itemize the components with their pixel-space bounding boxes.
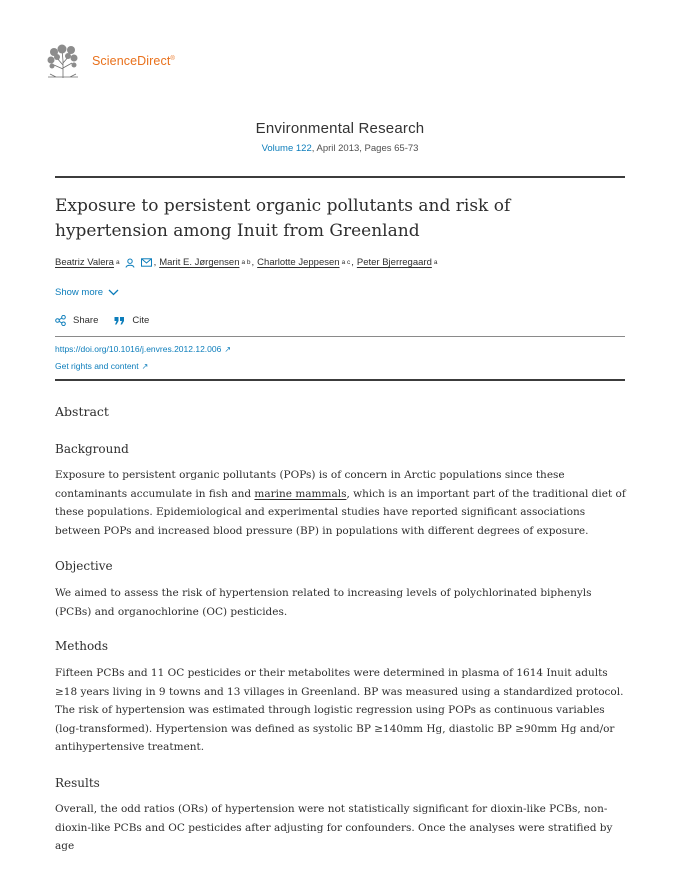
abstract-heading: Abstract	[55, 404, 109, 419]
abstract-divider	[55, 379, 625, 381]
objective-text: We aimed to assess the risk of hypertension related to increasing levels of polychlorinated biphenyls (PCBs) and organochlorine (OC) pesticides.	[55, 587, 592, 618]
external-link-icon: ↗	[224, 345, 232, 354]
share-icon	[55, 315, 66, 326]
background-text: Exposure to persistent organic pollutants (POPs) is of concern in Arctic populations since these contaminants accumulate in fish and marine mammals, which is an important part of the traditional diet of these populations. Epidemiological and experimental studies have reported significant associations between POPs and increased blood pressure (BP) in populations with different degrees of exposure.	[55, 469, 626, 537]
issue-date: , April 2013,	[311, 143, 362, 154]
person-icon[interactable]	[125, 258, 135, 268]
marine-mammals-link[interactable]: marine mammals	[254, 487, 347, 500]
journal-meta	[0, 143, 680, 154]
header-divider	[55, 176, 625, 178]
volume-link[interactable]: Volume 122	[261, 143, 312, 154]
article-actions	[55, 315, 165, 326]
author-list: Beatriz Valera a , Marit E. Jørgensen a b , Charlotte Jeppesen a c , Peter Bjerregaard a	[55, 257, 438, 268]
author-name[interactable]: Beatriz Valera	[55, 257, 114, 268]
show-more-label: Show more	[55, 287, 104, 298]
share-label: Share	[73, 315, 99, 326]
objective-heading: Objective	[55, 559, 113, 573]
author-affiliation: a	[433, 259, 438, 266]
show-more-button[interactable]	[55, 287, 119, 298]
cite-button[interactable]	[114, 315, 149, 326]
cite-label: Cite	[132, 315, 150, 326]
quote-icon	[114, 316, 125, 325]
results-heading: Results	[55, 776, 100, 790]
author-affiliation: a c	[341, 259, 351, 266]
article-title: Exposure to persistent organic pollutants and risk of hypertension among Inuit from Greenland	[55, 196, 511, 241]
elsevier-tree-icon	[44, 43, 82, 79]
share-button[interactable]	[55, 315, 98, 326]
author-name[interactable]: Marit E. Jørgensen	[159, 257, 240, 268]
rights-link[interactable]: Get rights and content ↗	[55, 361, 149, 371]
background-heading: Background	[55, 442, 129, 456]
author-affiliation: a b	[241, 259, 251, 266]
actions-divider	[55, 336, 625, 337]
chevron-down-icon	[108, 289, 119, 296]
author-name[interactable]: Peter Bjerregaard	[356, 257, 432, 268]
journal-title[interactable]: Environmental Research	[255, 120, 425, 137]
methods-heading: Methods	[55, 639, 109, 653]
sciencedirect-logo[interactable]	[44, 43, 175, 79]
page-range: Pages 65-73	[361, 143, 419, 154]
brand-name: ScienceDirect®	[92, 54, 175, 68]
email-icon[interactable]	[141, 258, 152, 267]
external-link-icon: ↗	[141, 362, 149, 371]
results-text: Overall, the odd ratios (ORs) of hypertension were not statistically significant for dioxin-like PCBs, non-dioxin-like PCBs and OC pesticides after adjusting for confounders. Once the analyses were stratified by age	[55, 803, 613, 853]
author-affiliation: a	[115, 259, 120, 266]
author-name[interactable]: Charlotte Jeppesen	[257, 257, 340, 268]
methods-text: Fifteen PCBs and 11 OC pesticides or their metabolites were determined in plasma of 1614 Inuit adults ≥18 years living in 9 towns and 13 villages in Greenland. BP was measured using a standardized protocol. The risk of hypertension was estimated through logistic regression using POPs as continuous variables (log-transformed). Hypertension was defined as systolic BP ≥140mm Hg, diastolic BP ≥90mm Hg and/or antihypertensive treatment.	[55, 667, 624, 754]
doi-link[interactable]: https://doi.org/10.1016/j.envres.2012.12.006 ↗	[55, 344, 232, 354]
